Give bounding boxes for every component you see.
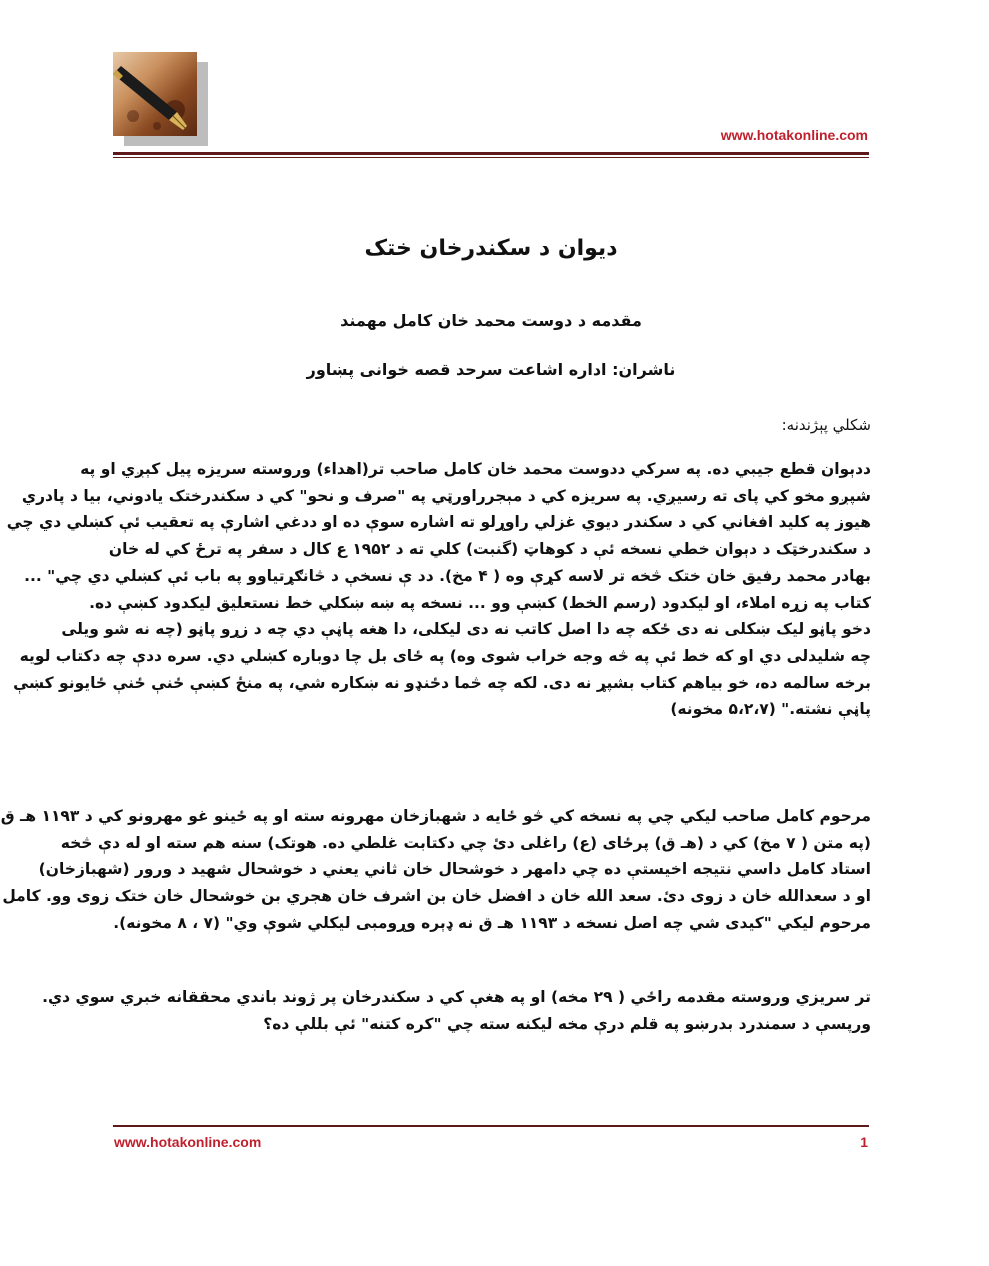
text-line: برخه سالمه ده، خو بیاهم کتاب بشپړ نه دی. لکه چه څما دځنډو نه ښکاره شي، په منځ کښې ځنې ځنې ځایونو کښې — [13, 673, 871, 692]
text-line: هیوز په کلید افغاني کي د سکندر دیوي غزلي راوړلو ته اشاره سوې ده او ددغي اشارې په تعقیب ئې کښلي دي چي — [6, 513, 871, 532]
document-publisher-line: ناشران: اداره اشاعت سرحد قصه خوانی پښاور — [306, 360, 676, 379]
text-line: ددېوان قطع جیبي ده. په سرکي ددوست محمد خان کامل صاحب تر(اهداء) وروسته سریزه پیل کېږي او په — [80, 460, 871, 478]
header-rule — [113, 152, 869, 155]
text-line: مرحوم لیکي "کیدی شي چه اصل نسخه د ۱۱۹۳ هـ ق نه ډېره وړومبی لیکلي شوې وي" (۷ ، ۸ مخونه). — [113, 913, 871, 932]
text-line: د سکندرخټک د دېوان خطي نسخه ئې د کوهاټ (گنبت) کلي ته د ۱۹۵۲ ع کال د سفر په ترځ کي له خان — [108, 540, 871, 559]
text-line: (په متن ( ۷ مخ) کي د (هـ ق) پرځای (ع) راغلی دئ چي دکتابت غلطي ده. هوتک) سنه هم سته او له دې څخه — [60, 833, 871, 852]
page-number: 1 — [860, 1134, 868, 1150]
text-line: استاد کامل داسي نتیجه اخیستې ده چي دامهر د خوشحال خان ثاني یعني د خوشحال شهید د ورور (شهبازخان) — [38, 860, 871, 879]
document-title: دیوان د سکندرخان ختک — [364, 236, 618, 261]
document-intro-line: مقدمه د دوست محمد خان کامل مهمند — [340, 311, 642, 330]
fountain-pen-icon — [113, 52, 197, 136]
text-line: پاڼې نشته." (۵،۲،۷ مخونه) — [670, 700, 871, 719]
text-line: بهادر محمد رفیق خان ختک څخه تر لاسه کړې وه ( ۴ مخ). دد ې نسخې د څانګړتیاوو په باب ئې کښلي دي چي" ... — [24, 566, 871, 585]
header-rule-thin — [113, 157, 869, 158]
paragraph-1 — [6, 456, 871, 723]
section-label: شکلي پېژندنه: — [781, 416, 871, 434]
paragraph-3 — [42, 984, 871, 1037]
text-line: مرحوم کامل صاحب لیکي چي په نسخه کي څو ځایه د شهبازخان مهرونه سته او په ځینو غو مهرونو کي د ۱۱۹۳ هـ ق — [0, 807, 871, 825]
footer-website[interactable]: www.hotakonline.com — [114, 1134, 262, 1150]
footer-rule — [113, 1125, 869, 1127]
text-line: کتاب په زړه املاء، او لیکدود (رسم الخط) کښې وو ... نسخه په ښه ښکلي خط نستعلیق لیکدود کښې ده. — [89, 593, 871, 612]
header-website[interactable]: www.hotakonline.com — [720, 127, 868, 143]
text-line: ورپسې د سمندرد بدرښو په قلم درې مخه لیکنه سته چي "کره کتنه" ئې بللې ده؟ — [263, 1014, 871, 1033]
text-line: او د سعدالله خان د زوی دئ. سعد الله خان د افضل خان بن اشرف خان هجري بن خوشحال خان ختک زوی وو. کامل — [2, 887, 871, 906]
text-line: چه شلیدلی دي او که خط ئې په څه وجه خراب شوی وه) په ځای بل چا دوباره کښلي دي. سره ددې چه دکتاب لویه — [19, 646, 871, 665]
text-line: شپږو مخو کي پای ته رسیږي. په سریزه کي د مېجرراورټي په "صرف و نحو" کي د سکندرختک یادوني، بیا د پادري — [21, 486, 871, 505]
text-line: دخو پاڼو لیک ښکلی نه دی ځکه چه دا اصل کاتب نه دی لیکلی، دا هغه پاڼې دي چه د زړو پاڼو (چه نه شو ویلی — [61, 620, 871, 639]
paragraph-2 — [0, 803, 871, 937]
text-line: تر سریزي وروسته مقدمه راځي ( ۲۹ مخه) او په هغې کي د سکندرخان پر ژوند باندي محققانه خبري سوي دي. — [42, 988, 871, 1006]
